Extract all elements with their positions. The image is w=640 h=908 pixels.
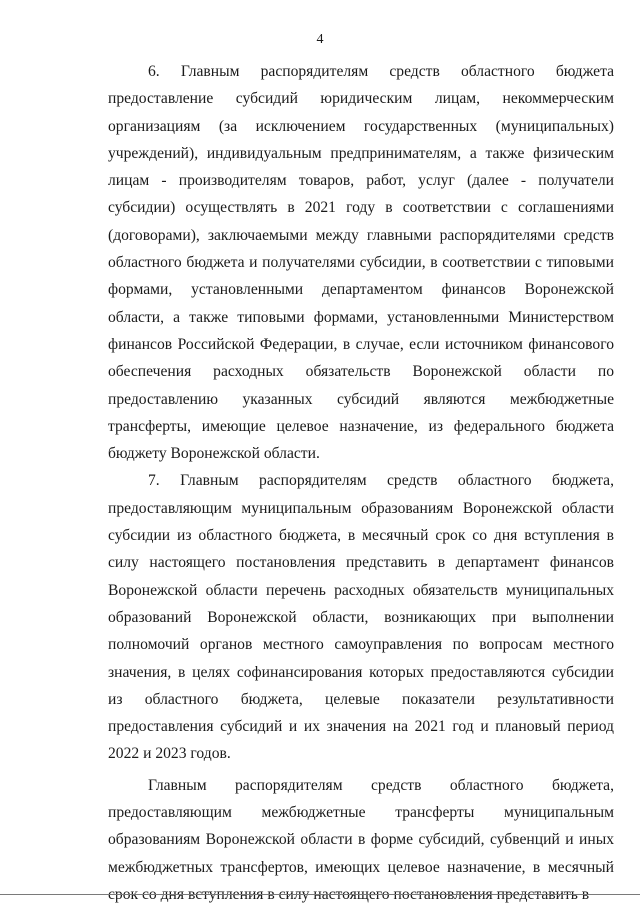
paragraph-6: 6. Главным распорядителям средств областного бюджета предоставление субсидий юридическим лицам, некоммерческим организациям (за исключением государственных (муниципальных) учреждений), индивидуальным предпринимателям, а также физическим лицам - производителям товаров, работ, услуг (далее - получатели субсидии) осуществлять в 2021 году в соответствии с соглашениями (договорами), заключаемыми между главными распорядителями средств областного бюджета и получателями субсидии, в соответствии с типовыми формами, установленными департаментом финансов Воронежской области, а также типовыми формами, установленными Министерством финансов Российской Федерации, в случае, если источником финансового обеспечения расходных обязательств Воронежской области по предоставлению указанных субсидий являются межбюджетные трансферты, имеющие целевое назначение, из федерального бюджета бюджету Воронежской области. (108, 63, 614, 463)
paragraph-7-continuation: Главным распорядителям средств областного бюджета, предоставляющим межбюджетные трансферты муниципальным образованиям Воронежской области в форме субсидий, субвенций и иных межбюджетных трансфертов, имеющих целевое назначение, в месячный срок со дня вступления в силу настоящего постановления представить в (108, 776, 614, 903)
document-body (108, 58, 614, 908)
paragraph-7: 7. Главным распорядителям средств областного бюджета, предоставляющим муниципальным образованиям Воронежской области субсидии из областного бюджета, в месячный срок со дня вступления в силу настоящего постановления представить в департамент финансов Воронежской области перечень расходных обязательств муниципальных образований Воронежской области, возникающих при выполнении полномочий органов местного самоуправления по вопросам местного значения, в целях софинансирования которых предоставляются субсидии из областного бюджета, целевые показатели результативности предоставления субсидий и их значения на 2021 год и плановый период 2022 и 2023 годов. (108, 472, 614, 763)
page-bottom-edge (0, 894, 640, 895)
page-number: 4 (316, 32, 324, 47)
